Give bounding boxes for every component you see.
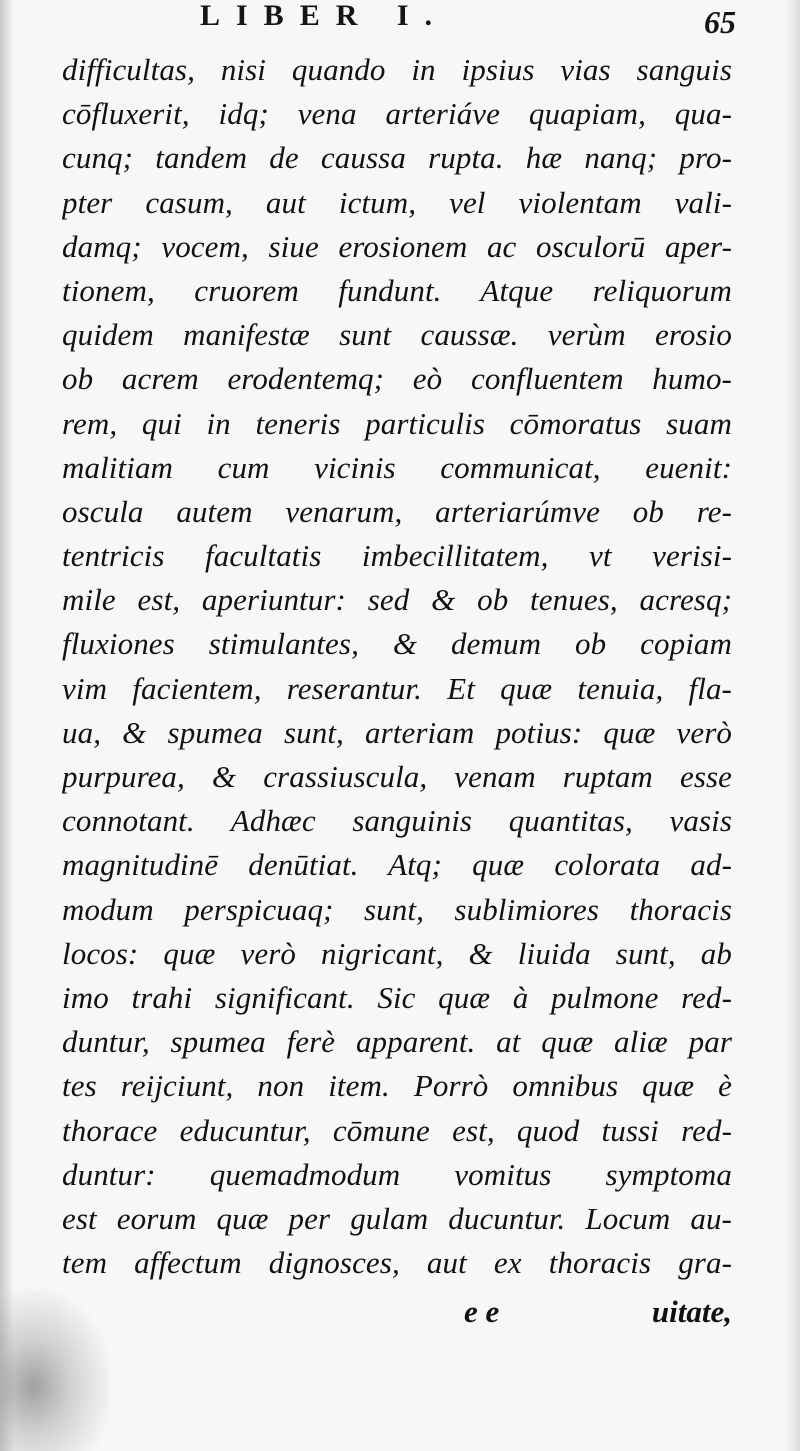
- page-edge-shadow-left: [0, 0, 14, 1451]
- body-text: [62, 48, 732, 1285]
- running-title: LIBER I.: [200, 0, 449, 32]
- signature-mark: e e: [464, 1294, 500, 1329]
- text-line: ob acrem erodentemq; eò confluentem humo-: [62, 361, 732, 397]
- text-line: locos: quæ verò nigricant, & liuida sunt, ab: [62, 935, 732, 971]
- catchword: uitate,: [651, 1294, 732, 1329]
- text-line: tentricis facultatis imbecillitatem, vt verisi-: [62, 538, 732, 574]
- text-line: vim facientem, reserantur. Et quæ tenuia, fla-: [62, 670, 732, 706]
- text-line: damq; vocem, siue erosionem ac osculorū aper-: [62, 228, 732, 264]
- text-line: difficultas, nisi quando in ipsius vias sanguis: [62, 52, 732, 87]
- text-line: tes reijciunt, non item. Porrò omnibus quæ è: [62, 1068, 732, 1104]
- text-line: imo trahi significant. Sic quæ à pulmone red-: [62, 979, 732, 1015]
- text-line: rem, qui in teneris particulis cōmoratus suam: [62, 405, 732, 441]
- text-line: magnitudinē denūtiat. Atq; quæ colorata ad-: [62, 847, 732, 883]
- page-footer: [62, 1290, 732, 1334]
- text-line: duntur, spumea ferè apparent. at quæ aliæ par: [62, 1024, 732, 1060]
- page-edge-shadow-right: [786, 0, 800, 1451]
- text-line: modum perspicuaq; sunt, sublimiores thoracis: [62, 891, 732, 927]
- text-line: tem affectum dignosces, aut ex thoracis gra-: [62, 1245, 732, 1281]
- text-line: thorace educuntur, cōmune est, quod tussi red-: [62, 1112, 732, 1148]
- text-line: cōfluxerit, idq; vena arteriáve quapiam, qua-: [62, 96, 732, 132]
- text-line: cunq; tandem de caussa rupta. hæ nanq; pro-: [62, 140, 732, 176]
- text-line: oscula autem venarum, arteriarúmve ob re-: [62, 493, 732, 529]
- text-line: malitiam cum vicinis communicat, euenit:: [62, 449, 732, 485]
- text-line: connotant. Adhæc sanguinis quantitas, vasis: [62, 803, 732, 839]
- text-line: fluxiones stimulantes, & demum ob copiam: [62, 626, 732, 662]
- text-line: quidem manifestæ sunt caussæ. verùm erosio: [62, 317, 732, 353]
- text-line: purpurea, & crassiuscula, venam ruptam esse: [62, 759, 732, 794]
- text-line: mile est, aperiuntur: sed & ob tenues, acresq;: [62, 582, 732, 618]
- text-line: pter casum, aut ictum, vel violentam vali-: [62, 184, 732, 220]
- text-line: est eorum quæ per gulam ducuntur. Locum au-: [62, 1200, 732, 1236]
- text-line: duntur: quemadmodum vomitus symptoma: [62, 1156, 732, 1192]
- text-line: ua, & spumea sunt, arteriam potius: quæ verò: [62, 714, 732, 750]
- page-number: 65: [704, 4, 736, 40]
- text-line: tionem, cruorem fundunt. Atque reliquorum: [62, 272, 732, 308]
